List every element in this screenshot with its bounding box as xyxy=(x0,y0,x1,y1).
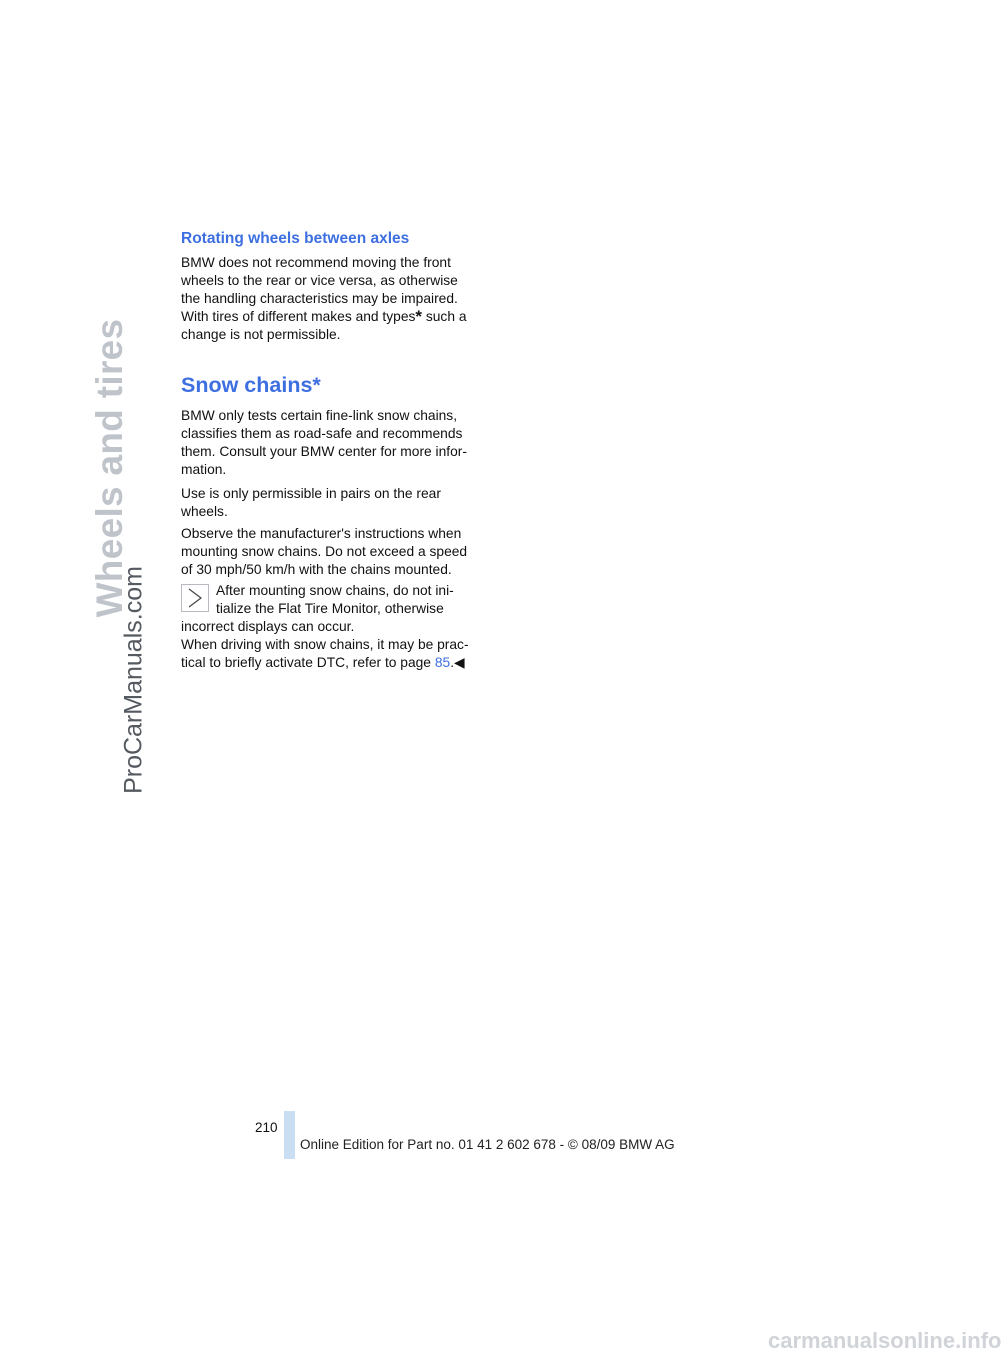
text-line: them. Consult your BMW center for more infor- xyxy=(181,444,467,459)
text-line: of 30 mph/50 km/h with the chains mounted. xyxy=(181,562,452,577)
text-line: BMW only tests certain fine-link snow chains, xyxy=(181,408,458,423)
text-line xyxy=(181,308,476,326)
note-line: When driving with snow chains, it may be prac- xyxy=(181,637,469,652)
caution-note xyxy=(181,582,476,672)
text-fragment: such a xyxy=(422,309,467,324)
text-line: wheels. xyxy=(181,504,228,519)
footer-accent-bar xyxy=(284,1111,295,1159)
note-line: incorrect displays can occur. xyxy=(181,619,355,634)
snow-chains-heading: Snow chains* xyxy=(181,373,321,397)
text-line: wheels to the rear or vice versa, as otherwise xyxy=(181,273,458,288)
chapter-side-title-text: Wheels and tires xyxy=(89,318,130,618)
snow-chains-paragraph-2 xyxy=(181,485,476,521)
note-line: tialize the Flat Tire Monitor, otherwise xyxy=(216,601,444,616)
rotating-wheels-heading: Rotating wheels between axles xyxy=(181,230,410,247)
snow-chains-paragraph-1 xyxy=(181,407,476,479)
bottom-watermark: carmanualsonline.info xyxy=(768,1328,1002,1353)
text-line: classifies them as road-safe and recommends xyxy=(181,426,463,441)
end-mark: .◀ xyxy=(450,655,465,670)
text-line: BMW does not recommend moving the front xyxy=(181,255,451,270)
page-reference-link[interactable]: 85 xyxy=(434,655,451,670)
note-line: After mounting snow chains, do not ini- xyxy=(216,583,454,598)
text-line: change is not permissible. xyxy=(181,327,341,342)
text-line: Use is only permissible in pairs on the rear xyxy=(181,486,441,501)
text-fragment: With tires of different makes and types xyxy=(181,309,416,324)
optional-equipment-asterisk: * xyxy=(415,307,423,326)
snow-chains-paragraph-3 xyxy=(181,525,476,579)
side-watermark-text: ProCarManuals.com xyxy=(119,566,148,794)
caution-triangle-icon xyxy=(181,584,209,612)
note-line xyxy=(181,654,476,672)
rotating-wheels-paragraph xyxy=(181,254,476,344)
text-line: mounting snow chains. Do not exceed a speed xyxy=(181,544,468,559)
text-fragment: tical to briefly activate DTC, refer to page xyxy=(181,655,435,670)
page-number: 210 xyxy=(255,1120,278,1135)
edition-footer: Online Edition for Part no. 01 41 2 602 678 - © 08/09 BMW AG xyxy=(300,1137,675,1152)
text-line: Observe the manufacturer's instructions when xyxy=(181,526,462,541)
text-line: the handling characteristics may be impaired. xyxy=(181,291,458,306)
text-line: mation. xyxy=(181,462,227,477)
